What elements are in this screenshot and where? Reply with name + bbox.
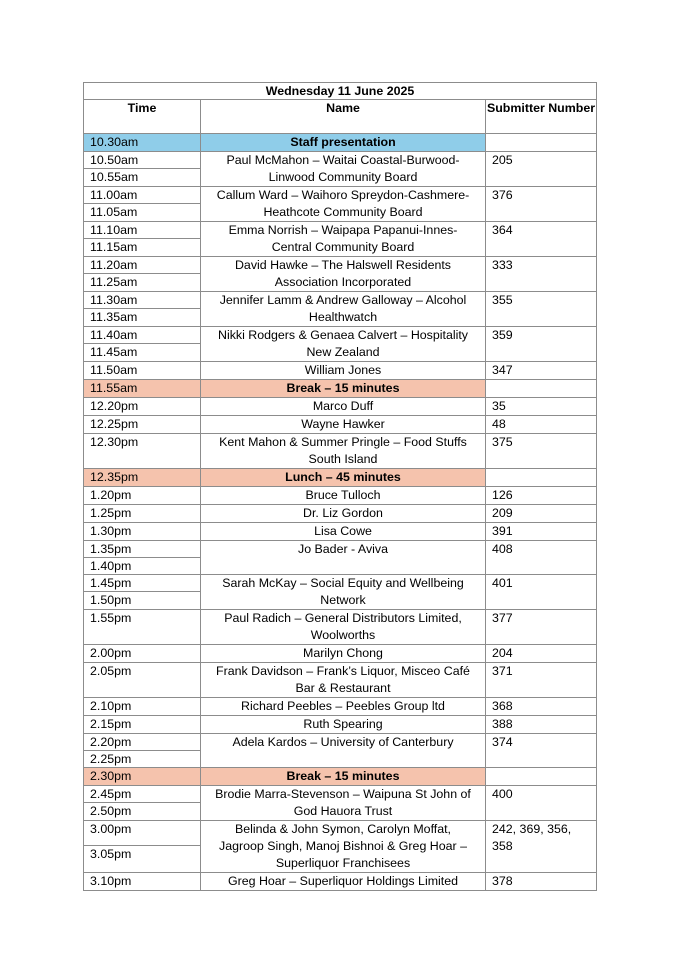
name-line: Sarah McKay – Social Equity and Wellbeing (222, 576, 464, 590)
time-cell (84, 398, 201, 416)
name-line: Kent Mahon & Summer Pringle – Food Stuffs (219, 435, 467, 449)
time-cell (84, 222, 201, 257)
presenter-name-cell (201, 734, 486, 768)
submitter-number-cell (486, 152, 597, 187)
time-cell (84, 152, 201, 187)
submitter-number-cell (486, 873, 597, 891)
time-cell (84, 380, 201, 398)
submitter-number-column-header: Submitter Number (486, 100, 597, 134)
submitter-number-cell (486, 610, 597, 645)
time-slot: 11.00am (84, 187, 200, 204)
name-line: William Jones (304, 363, 382, 377)
name-line: Dr. Liz Gordon (303, 506, 383, 520)
time-cell (84, 327, 201, 362)
submitter-number: 375 (492, 435, 513, 449)
time-cell (84, 873, 201, 891)
submitter-number-cell (486, 716, 597, 734)
time-cell (84, 645, 201, 663)
submitter-number-cell (486, 434, 597, 469)
time-cell (84, 734, 201, 768)
time-cell (84, 610, 201, 645)
session-label-cell (201, 134, 486, 152)
schedule-row (84, 873, 597, 891)
time-slot: 10.50am (84, 152, 200, 169)
name-line: Frank Davidson – Frank’s Liquor, Misceo Café (216, 664, 470, 678)
submitter-number-cell (486, 398, 597, 416)
name-line: Marilyn Chong (303, 646, 383, 660)
submitter-number-cell (486, 292, 597, 327)
submitter-number: 400 (492, 787, 513, 801)
name-line: Wayne Hawker (301, 417, 385, 431)
schedule-row (84, 541, 597, 575)
presenter-name-cell (201, 541, 486, 575)
time-cell (84, 663, 201, 698)
time-slot: 3.00pm (84, 821, 200, 846)
time-slot: 1.20pm (90, 488, 132, 502)
presenter-name-cell (201, 292, 486, 327)
schedule-row (84, 362, 597, 380)
schedule-row (84, 416, 597, 434)
name-line: Bar & Restaurant (295, 681, 391, 695)
schedule-row (84, 663, 597, 698)
name-line: Jagroop Singh, Manoj Bishnoi & Greg Hoar – (219, 839, 467, 853)
time-slot: 12.35pm (90, 470, 139, 484)
schedule-row (84, 505, 597, 523)
time-cell (84, 541, 201, 575)
presenter-name-cell (201, 873, 486, 891)
break-row (84, 469, 597, 487)
time-cell (84, 187, 201, 222)
time-slot: 1.45pm (84, 575, 200, 592)
presenter-name-cell (201, 362, 486, 380)
schedule-row (84, 821, 597, 873)
time-slot: 2.50pm (90, 804, 132, 818)
time-slot: 11.15am (90, 240, 138, 254)
time-cell (84, 768, 201, 786)
submitter-number: 126 (492, 488, 513, 502)
time-cell (84, 434, 201, 469)
submitter-number: 408 (492, 542, 513, 556)
name-line: Nikki Rodgers & Genaea Calvert – Hospitality (218, 328, 468, 342)
time-cell (84, 505, 201, 523)
submitter-number: 242, 369, 356, (492, 822, 572, 836)
time-slot: 11.40am (84, 327, 200, 344)
submitter-number-cell (486, 380, 597, 398)
submitter-number-cell (486, 187, 597, 222)
time-cell (84, 716, 201, 734)
submitter-number-cell (486, 734, 597, 768)
presenter-name-cell (201, 786, 486, 821)
name-line: Adela Kardos – University of Canterbury (232, 735, 454, 749)
time-slot: 12.20pm (90, 399, 139, 413)
time-slot: 11.50am (90, 363, 138, 377)
time-slot: 11.30am (84, 292, 200, 309)
submitter-number: 347 (492, 363, 513, 377)
submitter-number: 333 (492, 258, 513, 272)
submitter-number-cell (486, 327, 597, 362)
name-line: David Hawke – The Halswell Residents (234, 258, 451, 272)
name-line: Central Community Board (271, 240, 415, 254)
schedule-row (84, 698, 597, 716)
submitter-number: 204 (492, 646, 513, 660)
submitter-number-cell (486, 487, 597, 505)
schedule-body (84, 134, 597, 891)
submitter-number-cell (486, 541, 597, 575)
presenter-name-cell (201, 222, 486, 257)
time-slot: 2.25pm (90, 752, 132, 766)
submitter-number: 205 (492, 153, 513, 167)
presenter-name-cell (201, 398, 486, 416)
presenter-name-cell (201, 327, 486, 362)
session-label-cell (201, 469, 486, 487)
submitter-number: 359 (492, 328, 513, 342)
presenter-name-cell (201, 698, 486, 716)
schedule-row (84, 327, 597, 362)
break-row (84, 768, 597, 786)
name-line: Superliquor Franchisees (275, 856, 411, 870)
submitter-number-cell (486, 663, 597, 698)
schedule-row (84, 487, 597, 505)
time-slot: 11.55am (90, 381, 138, 395)
time-slot: 12.30pm (90, 435, 139, 449)
schedule-row (84, 786, 597, 821)
name-line: Break – 15 minutes (286, 381, 400, 395)
name-line: Association Incorporated (274, 275, 412, 289)
name-line: Brodie Marra-Stevenson – Waipuna St John of (215, 787, 471, 801)
time-cell (84, 487, 201, 505)
name-line: Callum Ward – Waihoro Spreydon-Cashmere- (216, 188, 470, 202)
time-cell (84, 698, 201, 716)
name-line: Lunch – 45 minutes (285, 470, 401, 484)
submitter-number-cell (486, 134, 597, 152)
name-line: Network (320, 593, 366, 607)
time-slot: 3.05pm (90, 847, 132, 861)
presenter-name-cell (201, 575, 486, 610)
time-cell (84, 416, 201, 434)
name-line: Jo Bader - Aviva (298, 542, 388, 556)
submitter-number: 391 (492, 524, 513, 538)
session-label-cell (201, 768, 486, 786)
schedule-row (84, 187, 597, 222)
schedule-row (84, 222, 597, 257)
time-slot: 11.20am (84, 257, 200, 274)
submitter-number-cell (486, 786, 597, 821)
time-cell (84, 134, 201, 152)
time-slot: 3.10pm (90, 874, 132, 888)
submitter-number: 35 (492, 399, 506, 413)
schedule-row (84, 734, 597, 768)
name-line: Jennifer Lamm & Andrew Galloway – Alcohol (219, 293, 467, 307)
schedule-row (84, 523, 597, 541)
presenter-name-cell (201, 257, 486, 292)
name-line: Greg Hoar – Superliquor Holdings Limited (227, 874, 459, 888)
time-cell (84, 575, 201, 610)
time-slot: 11.25am (90, 275, 138, 289)
name-line: Heathcote Community Board (263, 205, 423, 219)
time-slot: 10.55am (90, 170, 139, 184)
time-slot: 1.30pm (90, 524, 132, 538)
presenter-name-cell (201, 152, 486, 187)
submitter-number-cell (486, 222, 597, 257)
submitter-number-cell (486, 821, 597, 873)
presenter-name-cell (201, 663, 486, 698)
presenter-name-cell (201, 523, 486, 541)
name-line: New Zealand (306, 345, 380, 359)
name-line: Paul McMahon – Waitai Coastal-Burwood- (226, 153, 460, 167)
time-cell (84, 786, 201, 821)
name-line: Belinda & John Symon, Carolyn Moffat, (234, 822, 452, 836)
time-slot: 1.40pm (90, 559, 132, 573)
time-slot: 2.45pm (84, 786, 200, 803)
time-slot: 2.15pm (90, 717, 132, 731)
name-line: Richard Peebles – Peebles Group ltd (241, 699, 445, 713)
time-slot: 2.00pm (90, 646, 132, 660)
time-cell (84, 362, 201, 380)
presenter-name-cell (201, 505, 486, 523)
schedule-row (84, 716, 597, 734)
date-heading: Wednesday 11 June 2025 (84, 83, 597, 100)
time-slot: 11.05am (90, 205, 138, 219)
time-slot: 12.25pm (90, 417, 139, 431)
submitter-number-cell (486, 505, 597, 523)
submitter-number: 371 (492, 664, 513, 678)
submitter-number: 209 (492, 506, 513, 520)
staff-presentation-row (84, 134, 597, 152)
schedule-row (84, 398, 597, 416)
time-slot: 11.45am (90, 345, 138, 359)
time-slot: 2.05pm (90, 664, 132, 678)
presenter-name-cell (201, 716, 486, 734)
schedule-row (84, 292, 597, 327)
name-column-header: Name (201, 100, 486, 134)
time-slot: 11.10am (84, 222, 200, 239)
name-line: Break – 15 minutes (286, 769, 400, 783)
submitter-number-cell (486, 469, 597, 487)
presenter-name-cell (201, 416, 486, 434)
time-cell (84, 292, 201, 327)
time-slot: 1.35pm (84, 541, 200, 558)
session-label-cell (201, 380, 486, 398)
submitter-number: 368 (492, 699, 513, 713)
time-slot: 11.35am (90, 310, 138, 324)
submitter-number: 401 (492, 576, 513, 590)
time-slot: 1.55pm (90, 611, 132, 625)
schedule-row (84, 610, 597, 645)
name-line: Emma Norrish – Waipapa Papanui-Innes- (228, 223, 458, 237)
schedule-row (84, 257, 597, 292)
schedule-row (84, 152, 597, 187)
name-line: Healthwatch (308, 310, 378, 324)
name-line: God Hauora Trust (293, 804, 393, 818)
submitter-number-cell (486, 575, 597, 610)
name-line: Lisa Cowe (314, 524, 372, 538)
submitter-number-cell (486, 698, 597, 716)
submitter-number-cell (486, 257, 597, 292)
time-cell (84, 523, 201, 541)
submitter-number: 377 (492, 611, 513, 625)
time-slot: 2.10pm (90, 699, 132, 713)
time-cell (84, 469, 201, 487)
break-row (84, 380, 597, 398)
submitter-number-cell (486, 768, 597, 786)
name-line: South Island (308, 452, 378, 466)
time-column-header: Time (84, 100, 201, 134)
name-line: Staff presentation (290, 135, 396, 149)
name-line: Ruth Spearing (303, 717, 383, 731)
name-line: Linwood Community Board (268, 170, 418, 184)
schedule-row (84, 434, 597, 469)
presenter-name-cell (201, 610, 486, 645)
submitter-number-cell (486, 362, 597, 380)
submitter-number: 364 (492, 223, 513, 237)
schedule-table (83, 82, 597, 891)
submitter-number: 388 (492, 717, 513, 731)
submitter-number-cell (486, 645, 597, 663)
submitter-number-cell (486, 523, 597, 541)
submitter-number: 358 (492, 839, 513, 853)
name-line: Bruce Tulloch (305, 488, 381, 502)
presenter-name-cell (201, 434, 486, 469)
presenter-name-cell (201, 645, 486, 663)
time-cell (84, 257, 201, 292)
presenter-name-cell (201, 821, 486, 873)
submitter-number: 376 (492, 188, 513, 202)
schedule-row (84, 645, 597, 663)
presenter-name-cell (201, 487, 486, 505)
time-slot: 10.30am (90, 135, 139, 149)
submitter-number-cell (486, 416, 597, 434)
name-line: Woolworths (310, 628, 376, 642)
submitter-number: 48 (492, 417, 506, 431)
submitter-number: 374 (492, 735, 513, 749)
time-cell (84, 821, 201, 873)
time-slot: 2.30pm (90, 769, 132, 783)
submitter-number: 355 (492, 293, 513, 307)
name-line: Marco Duff (312, 399, 374, 413)
time-slot: 1.25pm (90, 506, 132, 520)
time-slot: 1.50pm (90, 593, 132, 607)
presenter-name-cell (201, 187, 486, 222)
schedule-row (84, 575, 597, 610)
submitter-number: 378 (492, 874, 513, 888)
name-line: Paul Radich – General Distributors Limited, (224, 611, 462, 625)
time-slot: 2.20pm (84, 734, 200, 751)
